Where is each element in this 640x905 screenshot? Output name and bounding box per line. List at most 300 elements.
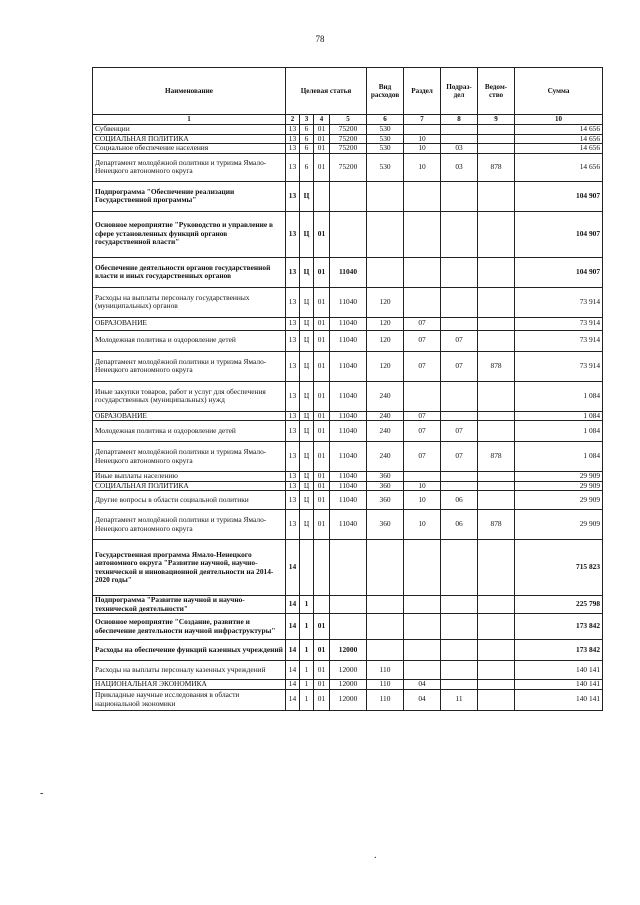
expense-type: 120 <box>367 287 404 317</box>
target-code-subprogram: 1 <box>300 661 314 680</box>
amount: 14 656 <box>515 153 603 181</box>
target-code-direction: 75200 <box>330 153 367 181</box>
subsection: 07 <box>441 421 478 442</box>
target-code-direction: 11040 <box>330 381 367 411</box>
department <box>478 134 515 144</box>
target-code-event: 01 <box>314 211 330 257</box>
header-target: Целевая статья <box>286 68 367 115</box>
expense-type: 240 <box>367 381 404 411</box>
table-row <box>93 257 603 287</box>
section: 10 <box>404 144 441 154</box>
expense-type <box>367 540 404 596</box>
table-row <box>93 614 603 640</box>
department <box>478 540 515 596</box>
column-number: 9 <box>478 115 515 125</box>
subsection <box>441 411 478 421</box>
row-name: Департамент молодёжной политики и туризма Ямало-Ненецкого автономного округа <box>93 153 286 181</box>
row-name: Основное мероприятие "Руководство и управление в сфере установленных функций органов государственной власти" <box>93 211 286 257</box>
expense-type: 120 <box>367 351 404 381</box>
target-code-event: 01 <box>314 689 330 710</box>
target-code-subprogram: 6 <box>300 134 314 144</box>
expense-type: 360 <box>367 491 404 510</box>
target-code-subprogram: Ц <box>300 317 314 330</box>
margin-mark: . <box>374 850 377 861</box>
target-code-direction: 11040 <box>330 330 367 351</box>
section <box>404 287 441 317</box>
subsection: 07 <box>441 442 478 472</box>
row-name: Обеспечение деятельности органов государственной власти и иных государственных органов <box>93 257 286 287</box>
target-code-direction: 11040 <box>330 472 367 482</box>
table-row <box>93 211 603 257</box>
header-razdel: Раздел <box>404 68 441 115</box>
table-row <box>93 125 603 135</box>
target-code-program: 14 <box>286 540 300 596</box>
section <box>404 257 441 287</box>
expense-type <box>367 640 404 661</box>
amount: 29 909 <box>515 472 603 482</box>
amount: 1 084 <box>515 411 603 421</box>
target-code-event: 01 <box>314 330 330 351</box>
section: 10 <box>404 481 441 491</box>
table-row <box>93 680 603 690</box>
subsection <box>441 211 478 257</box>
table-row <box>93 144 603 154</box>
target-code-event: 01 <box>314 287 330 317</box>
amount: 14 656 <box>515 144 603 154</box>
target-code-event: 01 <box>314 491 330 510</box>
row-name: Департамент молодёжной политики и туризма Ямало-Ненецкого автономного округа <box>93 442 286 472</box>
amount: 1 084 <box>515 381 603 411</box>
department <box>478 257 515 287</box>
subsection <box>441 640 478 661</box>
table-row <box>93 181 603 211</box>
department: 878 <box>478 351 515 381</box>
expense-type: 120 <box>367 317 404 330</box>
target-code-event: 01 <box>314 661 330 680</box>
target-code-event <box>314 181 330 211</box>
target-code-subprogram: 1 <box>300 680 314 690</box>
target-code-event: 01 <box>314 640 330 661</box>
table-row <box>93 134 603 144</box>
budget-table <box>92 67 603 711</box>
row-name: Субвенции <box>93 125 286 135</box>
amount: 29 909 <box>515 510 603 540</box>
subsection <box>441 134 478 144</box>
department <box>478 481 515 491</box>
target-code-direction <box>330 540 367 596</box>
target-code-event <box>314 540 330 596</box>
target-code-subprogram: 1 <box>300 614 314 640</box>
target-code-subprogram: Ц <box>300 211 314 257</box>
department: 878 <box>478 153 515 181</box>
section: 04 <box>404 680 441 690</box>
header-podrazdel: Подраз-дел <box>441 68 478 115</box>
amount: 140 141 <box>515 661 603 680</box>
table-row <box>93 287 603 317</box>
target-code-event: 01 <box>314 144 330 154</box>
target-code-direction: 75200 <box>330 144 367 154</box>
amount: 73 914 <box>515 287 603 317</box>
row-name: Департамент молодёжной политики и туризма Ямало-Ненецкого автономного округа <box>93 351 286 381</box>
column-number-row <box>93 115 603 125</box>
target-code-program: 14 <box>286 680 300 690</box>
expense-type <box>367 181 404 211</box>
table-row <box>93 661 603 680</box>
table-row <box>93 411 603 421</box>
section: 10 <box>404 491 441 510</box>
header-name: Наименование <box>93 68 286 115</box>
row-name: Молодежная политика и оздоровление детей <box>93 330 286 351</box>
department <box>478 125 515 135</box>
table-body <box>93 125 603 711</box>
subsection <box>441 481 478 491</box>
target-code-direction: 11040 <box>330 411 367 421</box>
section: 04 <box>404 689 441 710</box>
target-code-event <box>314 596 330 614</box>
table-row <box>93 481 603 491</box>
column-number: 4 <box>314 115 330 125</box>
target-code-program: 13 <box>286 491 300 510</box>
expense-type <box>367 596 404 614</box>
expense-type: 240 <box>367 411 404 421</box>
table-row <box>93 689 603 710</box>
target-code-subprogram: Ц <box>300 421 314 442</box>
column-number: 6 <box>367 115 404 125</box>
subsection: 07 <box>441 351 478 381</box>
department <box>478 144 515 154</box>
row-name: Иные закупки товаров, работ и услуг для обеспечения государственных (муниципальных) нужд <box>93 381 286 411</box>
amount: 104 907 <box>515 181 603 211</box>
target-code-direction: 11040 <box>330 442 367 472</box>
department <box>478 317 515 330</box>
amount: 1 084 <box>515 421 603 442</box>
target-code-direction <box>330 181 367 211</box>
expense-type: 120 <box>367 330 404 351</box>
department <box>478 680 515 690</box>
section: 07 <box>404 330 441 351</box>
header-row <box>93 68 603 115</box>
amount: 104 907 <box>515 211 603 257</box>
target-code-event: 01 <box>314 257 330 287</box>
subsection: 03 <box>441 153 478 181</box>
target-code-subprogram: 1 <box>300 596 314 614</box>
department <box>478 381 515 411</box>
header-vedomstvo: Ведом-ство <box>478 68 515 115</box>
target-code-subprogram: Ц <box>300 330 314 351</box>
target-code-direction: 11040 <box>330 317 367 330</box>
target-code-direction: 12000 <box>330 680 367 690</box>
target-code-event: 01 <box>314 381 330 411</box>
table-row <box>93 640 603 661</box>
column-number: 7 <box>404 115 441 125</box>
amount: 225 798 <box>515 596 603 614</box>
row-name: Подпрограмма "Обеспечение реализации Государственной программы" <box>93 181 286 211</box>
department <box>478 287 515 317</box>
department <box>478 330 515 351</box>
target-code-program: 13 <box>286 351 300 381</box>
target-code-program: 13 <box>286 211 300 257</box>
target-code-subprogram: Ц <box>300 351 314 381</box>
section: 07 <box>404 317 441 330</box>
expense-type: 240 <box>367 421 404 442</box>
section: 10 <box>404 510 441 540</box>
target-code-event: 01 <box>314 134 330 144</box>
column-number: 8 <box>441 115 478 125</box>
target-code-direction: 75200 <box>330 125 367 135</box>
row-name: Молодежная политика и оздоровление детей <box>93 421 286 442</box>
department: 878 <box>478 442 515 472</box>
expense-type: 360 <box>367 472 404 482</box>
amount: 73 914 <box>515 317 603 330</box>
table-row <box>93 540 603 596</box>
target-code-subprogram: Ц <box>300 442 314 472</box>
section: 07 <box>404 411 441 421</box>
target-code-direction: 11040 <box>330 257 367 287</box>
section <box>404 181 441 211</box>
section <box>404 596 441 614</box>
target-code-subprogram: Ц <box>300 411 314 421</box>
subsection <box>441 596 478 614</box>
target-code-program: 14 <box>286 661 300 680</box>
target-code-direction <box>330 596 367 614</box>
expense-type: 360 <box>367 510 404 540</box>
amount: 14 656 <box>515 125 603 135</box>
section <box>404 125 441 135</box>
table-row <box>93 381 603 411</box>
amount: 73 914 <box>515 351 603 381</box>
department <box>478 181 515 211</box>
amount: 73 914 <box>515 330 603 351</box>
target-code-subprogram: 6 <box>300 144 314 154</box>
section <box>404 661 441 680</box>
target-code-event: 01 <box>314 421 330 442</box>
subsection: 11 <box>441 689 478 710</box>
target-code-event: 01 <box>314 481 330 491</box>
subsection <box>441 181 478 211</box>
target-code-event: 01 <box>314 472 330 482</box>
section: 07 <box>404 421 441 442</box>
row-name: НАЦИОНАЛЬНАЯ ЭКОНОМИКА <box>93 680 286 690</box>
table-row <box>93 153 603 181</box>
target-code-event: 01 <box>314 153 330 181</box>
row-name: Подпрограмма "Развитие научной и научно-технической деятельности" <box>93 596 286 614</box>
target-code-program: 14 <box>286 689 300 710</box>
target-code-subprogram: Ц <box>300 510 314 540</box>
expense-type: 530 <box>367 144 404 154</box>
row-name: Департамент молодёжной политики и туризма Ямало-Ненецкого автономного округа <box>93 510 286 540</box>
expense-type <box>367 257 404 287</box>
table-row <box>93 421 603 442</box>
subsection <box>441 661 478 680</box>
amount: 29 909 <box>515 481 603 491</box>
target-code-subprogram: 1 <box>300 689 314 710</box>
section <box>404 472 441 482</box>
target-code-subprogram <box>300 540 314 596</box>
section <box>404 211 441 257</box>
department <box>478 614 515 640</box>
subsection: 07 <box>441 330 478 351</box>
page-number: 78 <box>315 34 325 44</box>
amount: 29 909 <box>515 491 603 510</box>
amount: 14 656 <box>515 134 603 144</box>
expense-type: 530 <box>367 125 404 135</box>
expense-type: 360 <box>367 481 404 491</box>
target-code-event: 01 <box>314 510 330 540</box>
margin-mark: - <box>40 788 44 799</box>
section <box>404 381 441 411</box>
expense-type: 530 <box>367 134 404 144</box>
target-code-program: 14 <box>286 614 300 640</box>
table-row <box>93 442 603 472</box>
subsection <box>441 540 478 596</box>
amount: 715 823 <box>515 540 603 596</box>
expense-type: 110 <box>367 689 404 710</box>
section: 07 <box>404 442 441 472</box>
table-row <box>93 351 603 381</box>
department <box>478 411 515 421</box>
subsection <box>441 257 478 287</box>
target-code-subprogram: Ц <box>300 287 314 317</box>
row-name: Расходы на обеспечение функций казенных учреждений <box>93 640 286 661</box>
department <box>478 421 515 442</box>
row-name: Государственная программа Ямало-Ненецкого автономного округа "Развитие научной, научно-технической и инновационной деятельности на 2014-2020 годы" <box>93 540 286 596</box>
target-code-program: 13 <box>286 442 300 472</box>
target-code-program: 13 <box>286 287 300 317</box>
section <box>404 540 441 596</box>
row-name: ОБРАЗОВАНИЕ <box>93 411 286 421</box>
amount: 1 084 <box>515 442 603 472</box>
table-row <box>93 596 603 614</box>
target-code-event: 01 <box>314 411 330 421</box>
subsection: 06 <box>441 510 478 540</box>
department <box>478 640 515 661</box>
target-code-program: 13 <box>286 411 300 421</box>
department <box>478 491 515 510</box>
table-row <box>93 330 603 351</box>
target-code-direction: 11040 <box>330 351 367 381</box>
target-code-subprogram: 6 <box>300 125 314 135</box>
subsection <box>441 287 478 317</box>
target-code-subprogram: Ц <box>300 181 314 211</box>
column-number: 10 <box>515 115 603 125</box>
target-code-direction: 12000 <box>330 689 367 710</box>
amount: 173 842 <box>515 614 603 640</box>
row-name: ОБРАЗОВАНИЕ <box>93 317 286 330</box>
target-code-event: 01 <box>314 614 330 640</box>
subsection <box>441 381 478 411</box>
target-code-subprogram: Ц <box>300 472 314 482</box>
row-name: Иные выплаты населению <box>93 472 286 482</box>
target-code-program: 14 <box>286 596 300 614</box>
target-code-event: 01 <box>314 351 330 381</box>
target-code-program: 13 <box>286 510 300 540</box>
target-code-direction: 75200 <box>330 134 367 144</box>
target-code-program: 14 <box>286 640 300 661</box>
amount: 104 907 <box>515 257 603 287</box>
subsection <box>441 472 478 482</box>
row-name: Другие вопросы в области социальной политики <box>93 491 286 510</box>
target-code-direction: 12000 <box>330 640 367 661</box>
target-code-program: 13 <box>286 381 300 411</box>
target-code-program: 13 <box>286 257 300 287</box>
section: 10 <box>404 134 441 144</box>
row-name: СОЦИАЛЬНАЯ ПОЛИТИКА <box>93 134 286 144</box>
department <box>478 596 515 614</box>
target-code-program: 13 <box>286 481 300 491</box>
target-code-event: 01 <box>314 317 330 330</box>
target-code-event: 01 <box>314 125 330 135</box>
target-code-direction <box>330 211 367 257</box>
expense-type: 530 <box>367 153 404 181</box>
target-code-program: 13 <box>286 330 300 351</box>
section: 10 <box>404 153 441 181</box>
department: 878 <box>478 510 515 540</box>
row-name: Основное мероприятие "Создание, развитие и обеспечение деятельности научной инфраструктуры" <box>93 614 286 640</box>
header-summa: Сумма <box>515 68 603 115</box>
subsection <box>441 614 478 640</box>
table-row <box>93 491 603 510</box>
expense-type: 110 <box>367 680 404 690</box>
expense-type: 240 <box>367 442 404 472</box>
target-code-program: 13 <box>286 317 300 330</box>
expense-type <box>367 614 404 640</box>
target-code-event: 01 <box>314 680 330 690</box>
target-code-direction: 12000 <box>330 661 367 680</box>
amount: 140 141 <box>515 689 603 710</box>
column-number: 3 <box>300 115 314 125</box>
target-code-direction: 11040 <box>330 287 367 317</box>
target-code-direction: 11040 <box>330 510 367 540</box>
target-code-direction: 11040 <box>330 491 367 510</box>
row-name: Социальное обеспечение населения <box>93 144 286 154</box>
target-code-subprogram: 1 <box>300 640 314 661</box>
header-vid: Вид расходов <box>367 68 404 115</box>
target-code-program: 13 <box>286 134 300 144</box>
department <box>478 661 515 680</box>
section <box>404 614 441 640</box>
target-code-program: 13 <box>286 153 300 181</box>
target-code-program: 13 <box>286 472 300 482</box>
department <box>478 472 515 482</box>
department <box>478 689 515 710</box>
target-code-subprogram: 6 <box>300 153 314 181</box>
subsection: 06 <box>441 491 478 510</box>
row-name: Расходы на выплаты персоналу казенных учреждений <box>93 661 286 680</box>
target-code-direction: 11040 <box>330 481 367 491</box>
amount: 140 141 <box>515 680 603 690</box>
target-code-program: 13 <box>286 181 300 211</box>
section: 07 <box>404 351 441 381</box>
target-code-program: 13 <box>286 421 300 442</box>
target-code-subprogram: Ц <box>300 257 314 287</box>
column-number: 5 <box>330 115 367 125</box>
subsection <box>441 317 478 330</box>
target-code-direction <box>330 614 367 640</box>
target-code-program: 13 <box>286 125 300 135</box>
expense-type <box>367 211 404 257</box>
subsection: 03 <box>441 144 478 154</box>
expense-type: 110 <box>367 661 404 680</box>
section <box>404 640 441 661</box>
column-number: 2 <box>286 115 300 125</box>
department <box>478 211 515 257</box>
target-code-subprogram: Ц <box>300 381 314 411</box>
table-row <box>93 472 603 482</box>
row-name: Прикладные научные исследования в области национальной экономики <box>93 689 286 710</box>
table-row <box>93 510 603 540</box>
target-code-direction: 11040 <box>330 421 367 442</box>
row-name: Расходы на выплаты персоналу государственных (муниципальных) органов <box>93 287 286 317</box>
